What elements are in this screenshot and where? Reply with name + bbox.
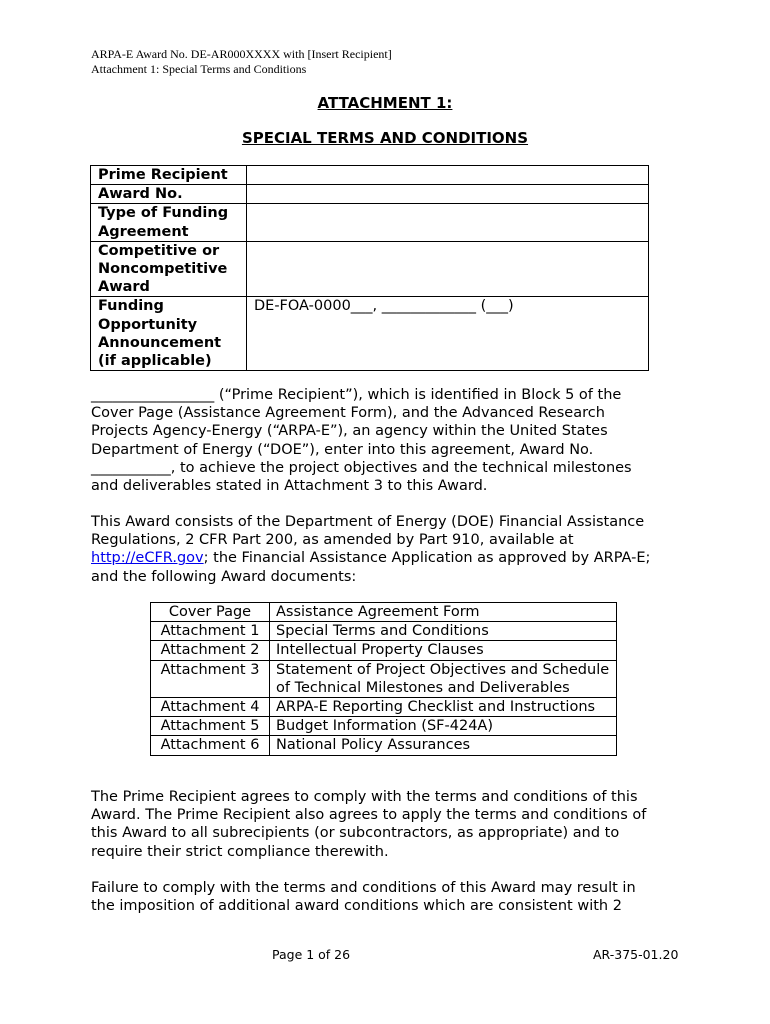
document-description: National Policy Assurances bbox=[270, 736, 617, 755]
prime-recipient-value bbox=[247, 166, 649, 185]
table-row bbox=[91, 204, 649, 241]
compliance-paragraph: The Prime Recipient agrees to comply with the terms and conditions of this Award. The Prime Recipient also agrees to apply the terms and conditions of this Award to all subrecipients (or subcontractors, as appropriate) and to require their strict compliance therewith. bbox=[91, 789, 647, 860]
table-row bbox=[91, 185, 649, 204]
funding-opportunity-value: DE-FOA-0000___, _____________ (___) bbox=[247, 297, 649, 371]
document-description: Intellectual Property Clauses bbox=[270, 641, 617, 660]
document-description: Special Terms and Conditions bbox=[270, 622, 617, 641]
running-header-attachment: Attachment 1: Special Terms and Conditions bbox=[91, 62, 307, 76]
document-name: Attachment 2 bbox=[151, 641, 270, 660]
document-name: Attachment 3 bbox=[151, 660, 270, 697]
table-row bbox=[151, 660, 617, 697]
table-row bbox=[151, 603, 617, 622]
award-documents-table bbox=[150, 602, 617, 756]
award-info-table bbox=[90, 165, 649, 371]
document-description: Assistance Agreement Form bbox=[270, 603, 617, 622]
document-name: Attachment 4 bbox=[151, 698, 270, 717]
document-description: Statement of Project Objectives and Schedule of Technical Milestones and Deliverables bbox=[270, 660, 617, 697]
table-row bbox=[151, 698, 617, 717]
funding-opportunity-label: Funding Opportunity Announcement (if applicable) bbox=[91, 297, 247, 371]
table-row bbox=[91, 241, 649, 297]
form-code: AR-375-01.20 bbox=[593, 947, 679, 962]
table-row bbox=[151, 641, 617, 660]
running-header-award: ARPA-E Award No. DE-AR000XXXX with [Insert Recipient] bbox=[91, 47, 392, 61]
ecfr-link[interactable]: http://eCFR.gov bbox=[91, 550, 204, 567]
table-row bbox=[151, 736, 617, 755]
page-title: ATTACHMENT 1: bbox=[317, 94, 453, 112]
document-name: Attachment 6 bbox=[151, 736, 270, 755]
table-row bbox=[91, 166, 649, 185]
document-name: Attachment 1 bbox=[151, 622, 270, 641]
agreement-paragraph: _________________ (“Prime Recipient”), which is identified in Block 5 of the Cover Page (Assistance Agreement Form), and the Advanced Research Projects Agency-Energy (“ARPA-E”), an agency within the United States Department of Energy (“DOE”), enter into this agreement, Award No. ___________, to achieve the project objectives and the technical milestones and deliverables stated in Attachment 3 to this Award. bbox=[91, 387, 632, 495]
award-composition-text-end: ; the Financial Assistance Application as approved by ARPA-E; and the following Award documents: bbox=[91, 550, 651, 585]
page-number: Page 1 of 26 bbox=[272, 947, 351, 962]
award-no-value bbox=[247, 185, 649, 204]
competitive-award-label: Competitive or Noncompetitive Award bbox=[91, 241, 247, 297]
noncompliance-paragraph: Failure to comply with the terms and conditions of this Award may result in the imposition of additional award conditions which are consistent with 2 bbox=[91, 880, 636, 915]
table-row bbox=[151, 622, 617, 641]
award-composition-paragraph bbox=[91, 513, 691, 586]
competitive-award-value bbox=[247, 241, 649, 297]
funding-agreement-type-label: Type of Funding Agreement bbox=[91, 204, 247, 241]
document-description: ARPA-E Reporting Checklist and Instructions bbox=[270, 698, 617, 717]
page-subtitle: SPECIAL TERMS AND CONDITIONS bbox=[241, 129, 529, 147]
table-row bbox=[151, 717, 617, 736]
document-description: Budget Information (SF-424A) bbox=[270, 717, 617, 736]
award-no-label: Award No. bbox=[91, 185, 247, 204]
award-composition-text-start: This Award consists of the Department of Energy (DOE) Financial Assistance Regulations, 2 CFR Part 200, as amended by Part 910, available at bbox=[91, 514, 645, 549]
prime-recipient-label: Prime Recipient bbox=[91, 166, 247, 185]
table-row bbox=[91, 297, 649, 371]
document-name: Attachment 5 bbox=[151, 717, 270, 736]
document-name: Cover Page bbox=[151, 603, 270, 622]
funding-agreement-type-value bbox=[247, 204, 649, 241]
